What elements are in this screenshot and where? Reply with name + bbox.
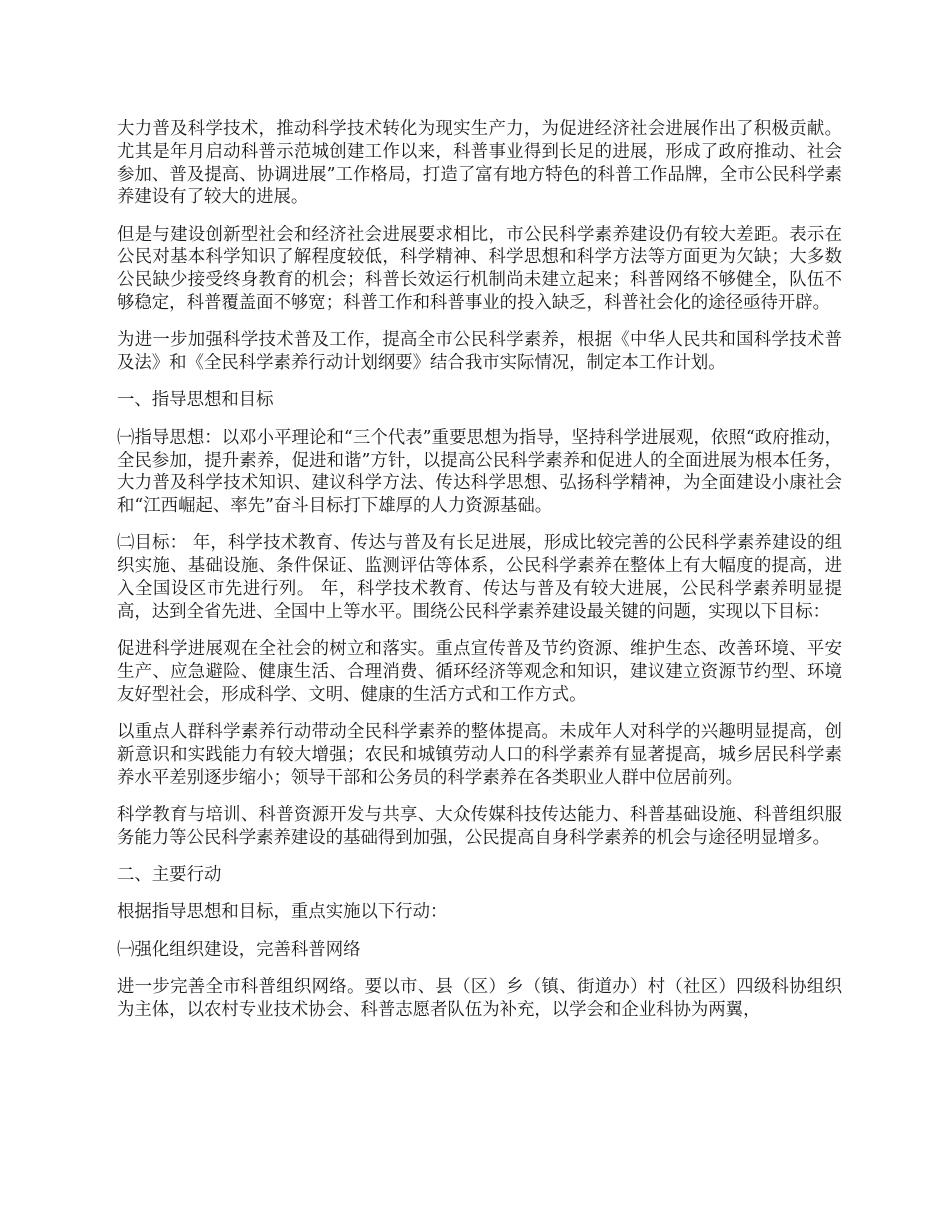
section-heading-guiding-ideology: 一、指导思想和目标 [117,390,274,411]
paragraph-purpose: 为进一步加强科学技术普及工作，提高全市公民科学素养，根据《中华人民共和国科学技术普及法》和《全民科学素养行动计划纲要》结合我市实际情况，制定本工作计划。 [117,330,842,374]
paragraph-goal-2: 以重点人群科学素养行动带动全民科学素养的整体提高。未成年人对科学的兴趣明显提高，创新意识和实践能力有较大增强；农民和城镇劳动人口的科学素养有显著提高，城乡居民科学素养水平差别逐步缩小；领导干部和公务员的科学素养在各类职业人群中位居前列。 [117,722,842,788]
paragraph-goals: ㈡目标： 年，科学技术教育、传达与普及有长足进展，形成比较完善的公民科学素养建设的组织实施、基础设施、条件保证、监测评估等体系，公民科学素养在整体上有大幅度的提高，进入全国设区市先进行列。 年，科学技术教育、传达与普及有较大进展，公民科学素养明显提高，达到全省先进、全国中上等水平。围绕公民科学素养建设最关键的问题，实现以下目标： [117,533,842,622]
paragraph-intro: 大力普及科学技术，推动科学技术转化为现实生产力，为促进经济社会进展作出了积极贡献。尤其是年月启动科普示范城创建工作以来，科普事业得到长足的进展，形成了政府推动、社会参加、普及提高、协调进展”工作格局，打造了富有地方特色的科普工作品牌，全市公民科学素养建设有了较大的进展。 [117,119,842,208]
paragraph-actions-intro: 根据指导思想和目标，重点实施以下行动： [117,902,448,923]
document-body [117,118,842,1036]
paragraph-goal-1: 促进科学进展观在全社会的树立和落实。重点宣传普及节约资源、维护生态、改善环境、平安生产、应急避险、健康生活、合理消费、循环经济等观念和知识，建议建立资源节约型、环境友好型社会，形成科学、文明、健康的生活方式和工作方式。 [117,639,842,705]
subheading-organization: ㈠强化组织建设，完善科普网络 [117,939,361,960]
paragraph-goal-3: 科学教育与培训、科普资源开发与共享、大众传媒科技传达能力、科普基础设施、科普组织服务能力等公民科学素养建设的基础得到加强，公民提高自身科学素养的机会与途径明显增多。 [117,804,842,848]
paragraph-guiding-ideology: ㈠指导思想：以邓小平理论和“三个代表”重要思想为指导，坚持科学进展观，依照“政府推动，全民参加，提升素养，促进和谐”方针，以提高公民科学素养和促进人的全面进展为根本任务，大力普及科学技术知识、建议科学方法、传达科学思想、弘扬科学精神，为全面建设小康社会和“江西崛起、率先”奋斗目标打下雄厚的人力资源基础。 [117,427,842,517]
paragraph-gap: 但是与建设创新型社会和经济社会进展要求相比，市公民科学素养建设仍有较大差距。表示在公民对基本科学知识了解程度较低，科学精神、科学思想和科学方法等方面更为欠缺；大多数公民缺少接受终身教育的机会；科普长效运行机制尚未建立起来；科普网络不够健全，队伍不够稳定，科普覆盖面不够宽；科普工作和科普事业的投入缺乏，科普社会化的途径亟待开辟。 [117,224,842,314]
section-heading-main-actions: 二、主要行动 [117,865,222,886]
paragraph-organization: 进一步完善全市科普组织网络。要以市、县（区）乡（镇、街道办）村（社区）四级科协组织为主体，以农村专业技术协会、科普志愿者队伍为补充，以学会和企业科协为两翼， [117,976,842,1020]
